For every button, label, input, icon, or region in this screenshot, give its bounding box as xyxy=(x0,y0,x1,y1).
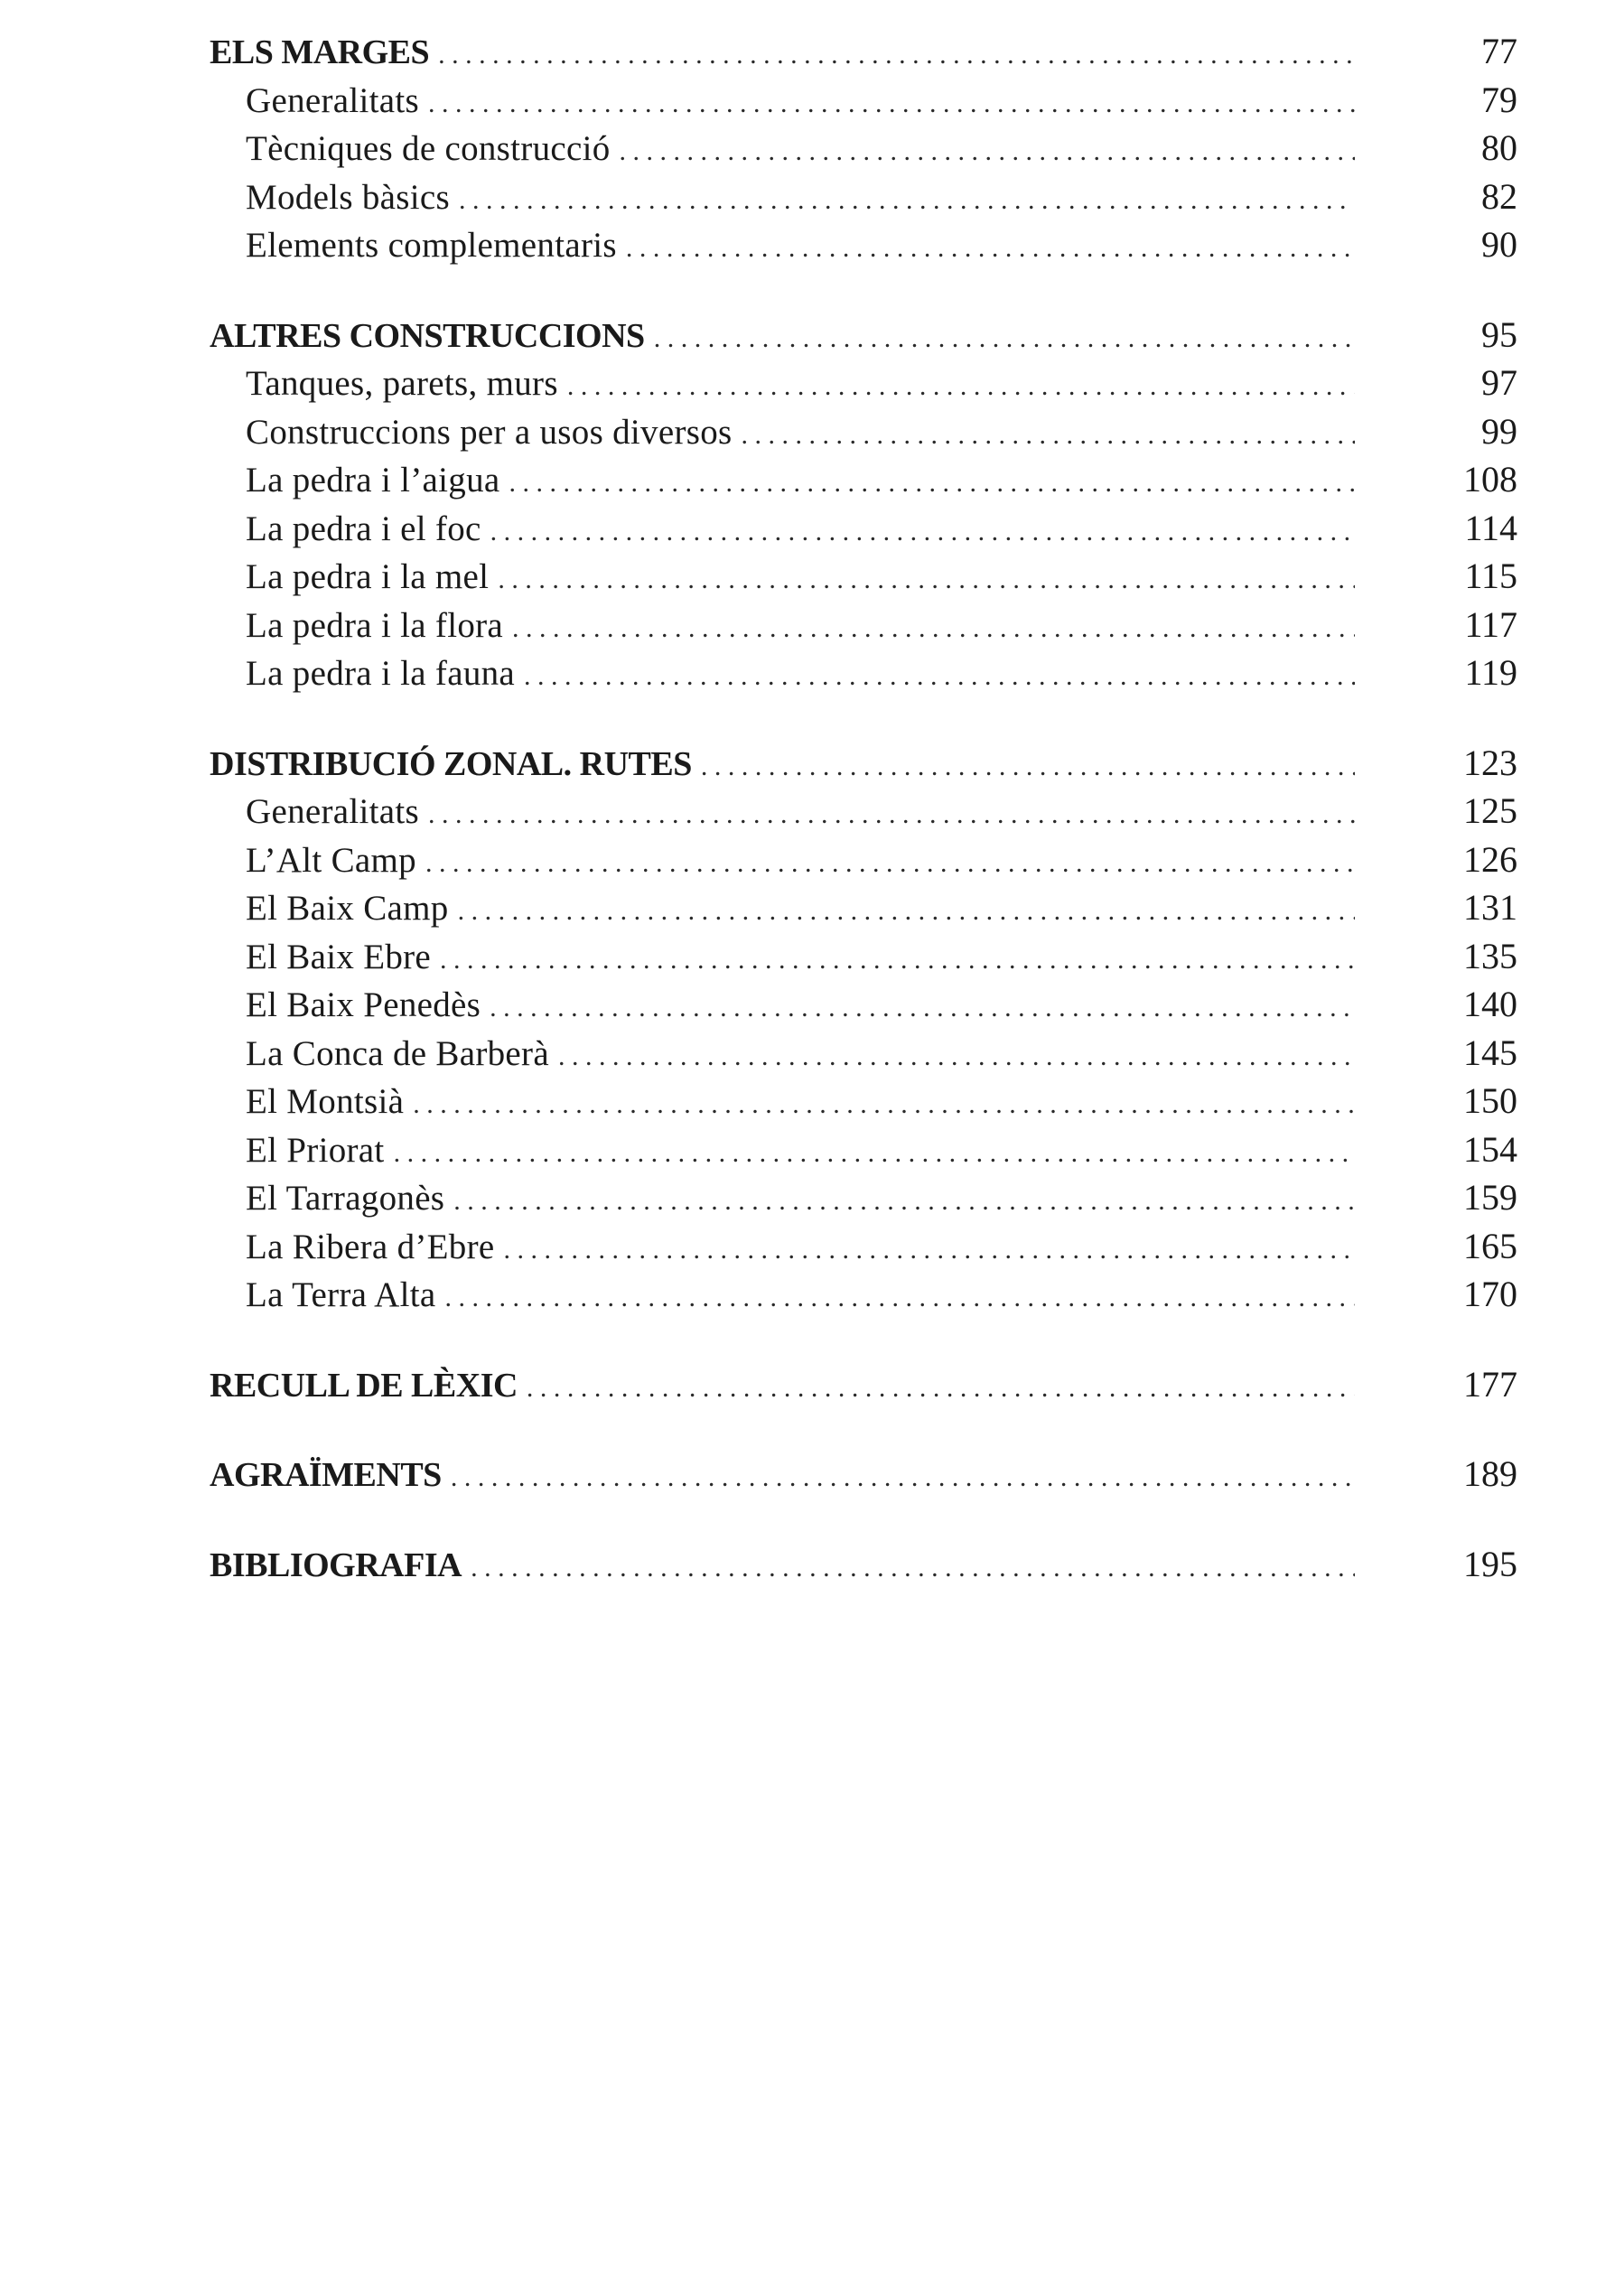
toc-entry-label: El Montsià xyxy=(246,1082,405,1121)
toc-page-number: 189 xyxy=(1463,1453,1517,1494)
dot-leader xyxy=(425,839,1355,888)
table-of-contents xyxy=(210,27,1517,1588)
toc-entry[interactable] xyxy=(210,1125,1517,1174)
toc-entry[interactable] xyxy=(210,1222,1517,1271)
toc-entry[interactable] xyxy=(210,173,1517,221)
dot-leader xyxy=(438,31,1355,79)
toc-entry[interactable] xyxy=(210,220,1517,269)
toc-page-number: 126 xyxy=(1463,838,1517,880)
toc-entry[interactable] xyxy=(210,883,1517,932)
toc-page-number: 125 xyxy=(1463,790,1517,831)
toc-section-distribucio-zonal xyxy=(210,739,1517,1319)
dot-leader xyxy=(451,1453,1355,1502)
dot-leader xyxy=(445,1274,1355,1322)
toc-page-number: 170 xyxy=(1463,1274,1517,1314)
toc-heading-label: AGRAÏMENTS xyxy=(210,1456,442,1494)
toc-page-number: 99 xyxy=(1481,410,1517,452)
dot-leader xyxy=(567,362,1355,411)
dot-leader xyxy=(509,459,1355,508)
toc-section-els-marges xyxy=(210,27,1517,269)
toc-section-altres-construccions xyxy=(210,311,1517,697)
toc-page-number: 119 xyxy=(1464,652,1517,693)
toc-entry-label: Tècniques de construcció xyxy=(246,129,611,168)
toc-section-agraiments xyxy=(210,1450,1517,1499)
dot-leader xyxy=(527,1364,1355,1413)
toc-entry-label: La pedra i l’aigua xyxy=(246,461,500,500)
toc-page-number: 90 xyxy=(1481,224,1517,265)
toc-entry-label: El Tarragonès xyxy=(246,1179,445,1218)
dot-leader xyxy=(413,1080,1355,1129)
toc-page-number: 195 xyxy=(1463,1543,1517,1584)
dot-leader xyxy=(453,1177,1355,1226)
toc-page-number: 131 xyxy=(1463,887,1517,928)
toc-entry[interactable] xyxy=(210,359,1517,407)
toc-section-recull-de-lexic xyxy=(210,1360,1517,1409)
toc-entry[interactable] xyxy=(210,787,1517,836)
toc-section-bibliografia xyxy=(210,1540,1517,1589)
toc-page-number: 97 xyxy=(1481,362,1517,403)
toc-heading-label: RECULL DE LÈXIC xyxy=(210,1366,518,1405)
dot-leader xyxy=(459,176,1355,225)
dot-leader xyxy=(471,1544,1355,1592)
dot-leader xyxy=(626,224,1355,273)
toc-heading-label: DISTRIBUCIÓ ZONAL. RUTES xyxy=(210,744,692,783)
toc-entry[interactable] xyxy=(210,1270,1517,1319)
toc-heading[interactable] xyxy=(210,739,1517,788)
dot-leader xyxy=(490,984,1355,1032)
toc-page-number: 150 xyxy=(1463,1080,1517,1121)
dot-leader xyxy=(490,508,1355,556)
dot-leader xyxy=(428,790,1355,839)
toc-page-number: 79 xyxy=(1481,79,1517,120)
toc-entry-label: La Conca de Barberà xyxy=(246,1033,549,1073)
toc-heading[interactable] xyxy=(210,1450,1517,1499)
toc-entry-label: La pedra i la fauna xyxy=(246,654,516,693)
toc-page-number: 95 xyxy=(1481,313,1517,355)
toc-heading[interactable] xyxy=(210,1540,1517,1589)
toc-entry-label: La pedra i la mel xyxy=(246,557,490,596)
toc-entry[interactable] xyxy=(210,601,1517,649)
toc-entry-label: La Terra Alta xyxy=(246,1275,436,1314)
toc-entry[interactable] xyxy=(210,1029,1517,1078)
toc-entry[interactable] xyxy=(210,836,1517,884)
toc-entry-label: La Ribera d’Ebre xyxy=(246,1227,495,1266)
toc-entry-label: El Priorat xyxy=(246,1130,385,1170)
toc-entry-label: El Baix Ebre xyxy=(246,937,432,976)
dot-leader xyxy=(558,1032,1355,1081)
toc-page-number: 159 xyxy=(1463,1177,1517,1218)
toc-entry[interactable] xyxy=(210,124,1517,173)
toc-entry[interactable] xyxy=(210,455,1517,504)
toc-heading-label: BIBLIOGRAFIA xyxy=(210,1545,462,1584)
dot-leader xyxy=(654,314,1355,363)
dot-leader xyxy=(504,1226,1356,1275)
toc-page-number: 117 xyxy=(1464,603,1517,645)
toc-entry[interactable] xyxy=(210,1173,1517,1222)
dot-leader xyxy=(620,127,1355,176)
dot-leader xyxy=(394,1129,1355,1178)
toc-page-number: 80 xyxy=(1481,127,1517,168)
dot-leader xyxy=(498,556,1355,604)
toc-entry-label: Tanques, parets, murs xyxy=(246,364,558,403)
toc-page-number: 77 xyxy=(1481,31,1517,71)
dot-leader xyxy=(428,79,1355,128)
dot-leader xyxy=(524,652,1355,701)
toc-page-number: 177 xyxy=(1463,1363,1517,1405)
toc-heading[interactable] xyxy=(210,311,1517,359)
toc-page-number: 165 xyxy=(1463,1225,1517,1266)
toc-entry[interactable] xyxy=(210,407,1517,456)
toc-page-number: 135 xyxy=(1463,935,1517,976)
dot-leader xyxy=(440,936,1355,985)
toc-page-number: 154 xyxy=(1463,1128,1517,1170)
toc-entry-label: L’Alt Camp xyxy=(246,840,416,880)
toc-entry[interactable] xyxy=(210,649,1517,697)
toc-entry[interactable] xyxy=(210,552,1517,601)
dot-leader xyxy=(458,887,1355,936)
toc-page-number: 145 xyxy=(1463,1032,1517,1073)
toc-entry-label: El Baix Camp xyxy=(246,889,449,928)
toc-entry-label: El Baix Penedès xyxy=(246,985,481,1024)
toc-heading-label: ELS MARGES xyxy=(210,33,430,71)
toc-page-number: 82 xyxy=(1481,175,1517,217)
toc-entry[interactable] xyxy=(210,932,1517,981)
toc-page-number: 123 xyxy=(1463,742,1517,783)
toc-heading-label: ALTRES CONSTRUCCIONS xyxy=(210,316,645,355)
dot-leader xyxy=(512,604,1355,653)
toc-entry-label: La pedra i el foc xyxy=(246,509,481,548)
toc-page-number: 140 xyxy=(1463,984,1517,1024)
toc-entry-label: Generalitats xyxy=(246,80,420,120)
toc-heading[interactable] xyxy=(210,1360,1517,1409)
toc-entry-label: Generalitats xyxy=(246,792,420,831)
toc-page-number: 114 xyxy=(1464,507,1517,548)
toc-entry[interactable] xyxy=(210,1077,1517,1125)
toc-entry-label: La pedra i la flora xyxy=(246,605,504,645)
toc-heading[interactable] xyxy=(210,27,1517,76)
toc-entry[interactable] xyxy=(210,76,1517,125)
toc-entry-label: Models bàsics xyxy=(246,177,450,217)
dot-leader xyxy=(701,742,1355,791)
toc-page-number: 108 xyxy=(1463,459,1517,500)
toc-entry[interactable] xyxy=(210,504,1517,553)
dot-leader xyxy=(742,411,1356,460)
toc-entry-label: Construccions per a usos diversos xyxy=(246,412,733,452)
toc-entry-label: Elements complementaris xyxy=(246,226,617,265)
toc-entry[interactable] xyxy=(210,980,1517,1029)
toc-page-number: 115 xyxy=(1464,556,1517,596)
